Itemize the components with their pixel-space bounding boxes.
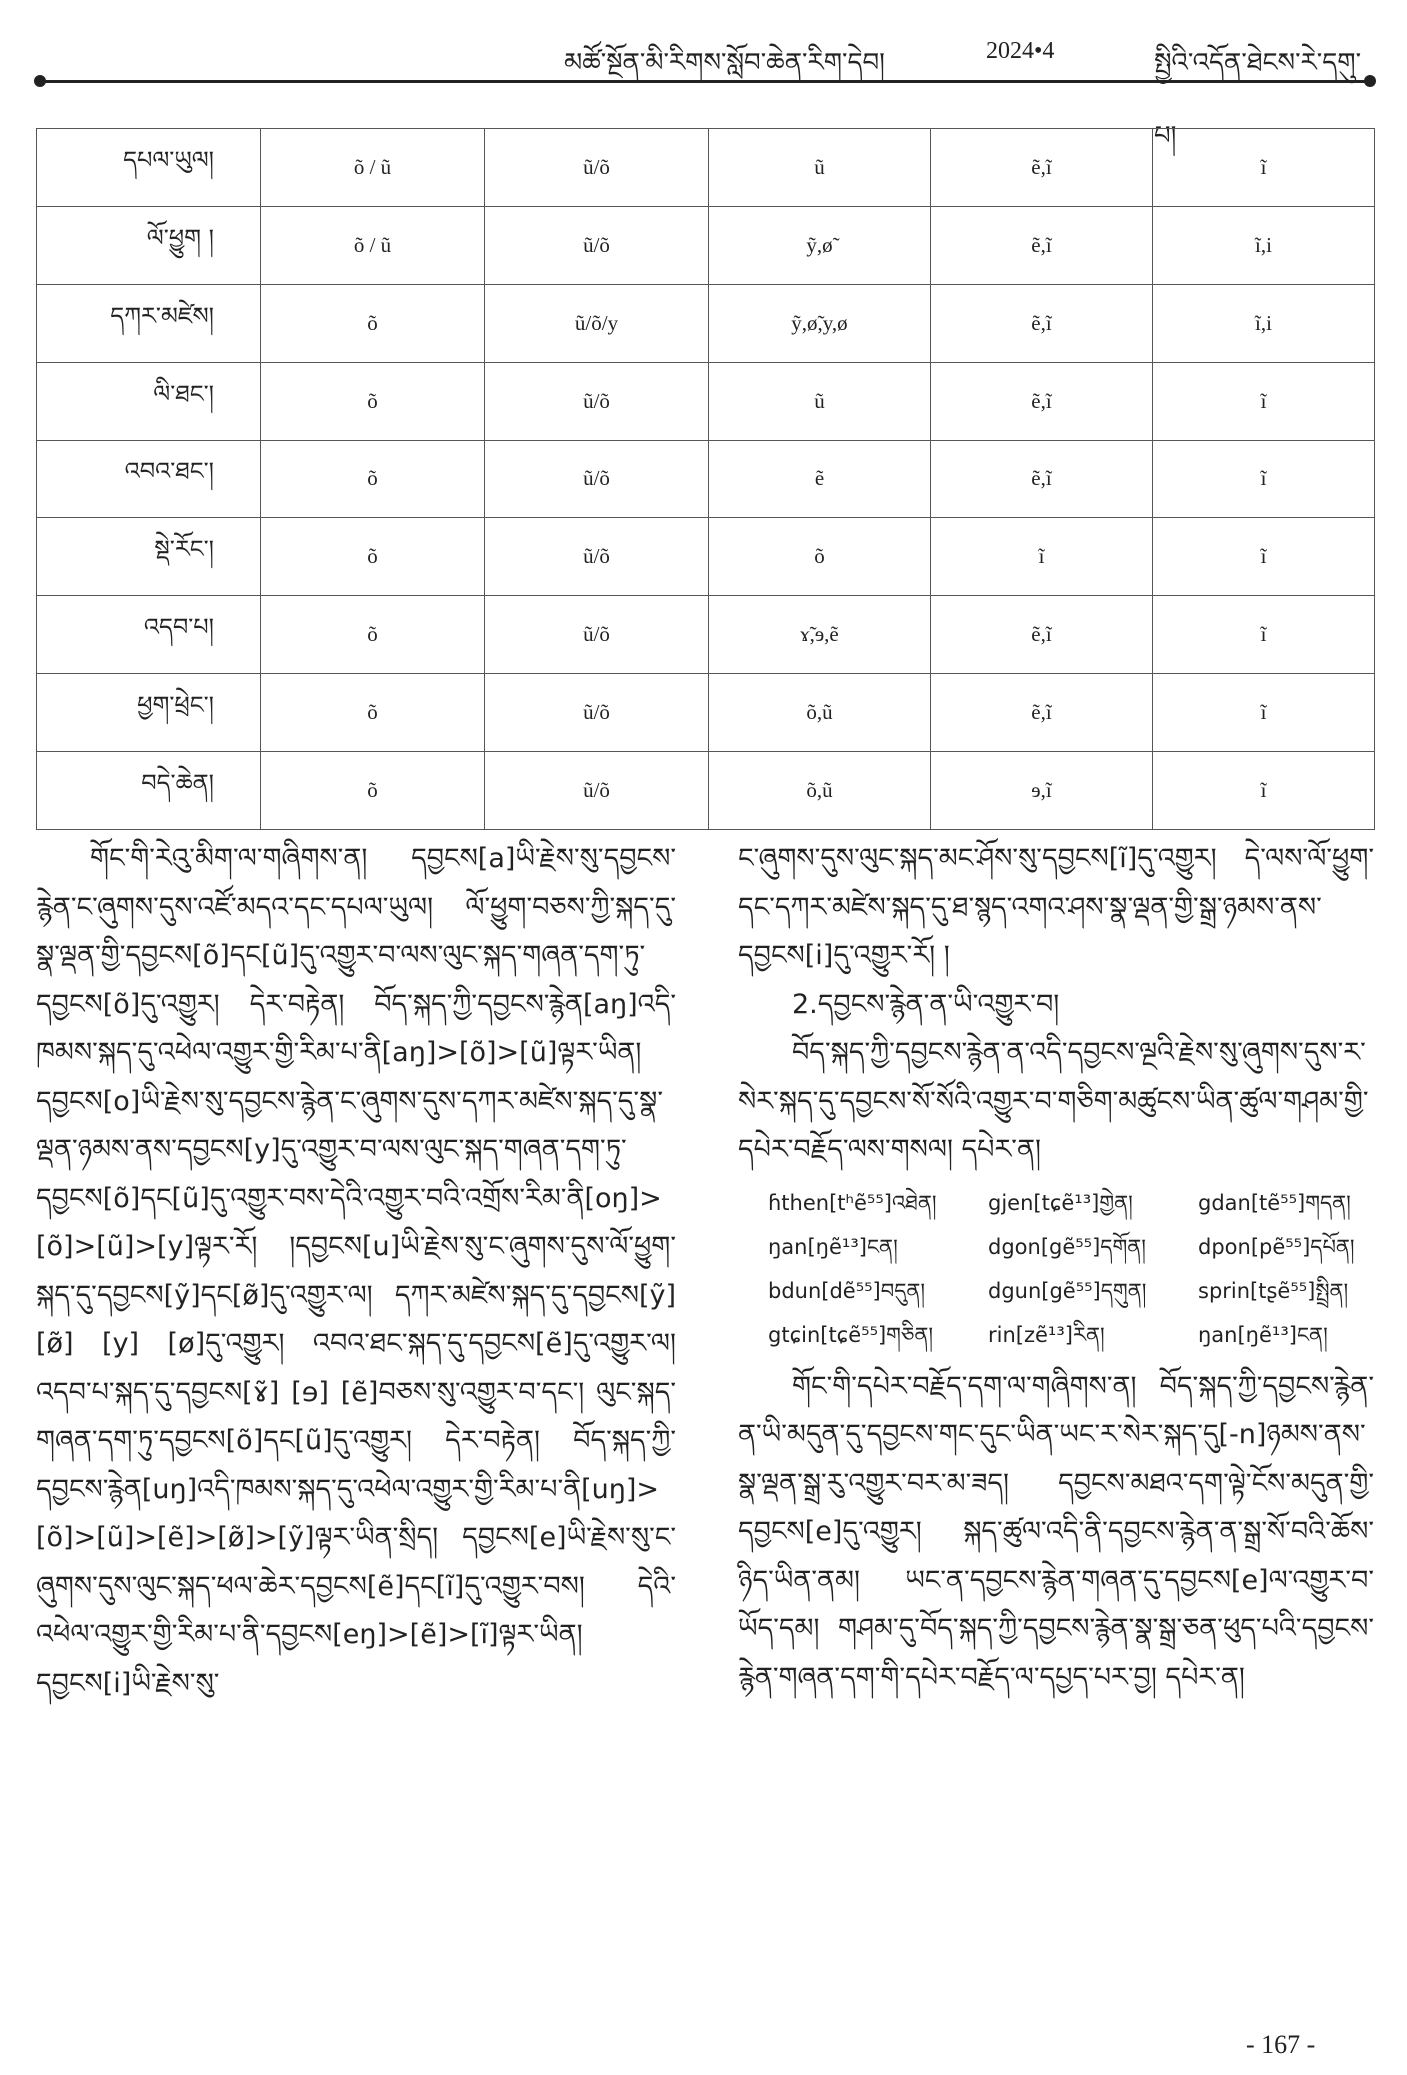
row-label: དཀར་མཛེས། <box>37 284 261 362</box>
example-item: gdan[tẽ⁵⁵]གདན། <box>1198 1190 1351 1215</box>
table-cell: ẽ,ĩ <box>931 284 1153 362</box>
table-cell: ũ/õ <box>485 206 709 284</box>
table-cell: ẽ,ĩ <box>931 206 1153 284</box>
table-cell: ĩ,i <box>1153 206 1375 284</box>
table-cell: ũ <box>709 129 931 207</box>
table-cell: ẽ,ĩ <box>931 129 1153 207</box>
article-series: སྤྱིའི་འདོན་ཐེངས་རེ་དགུ་པ། <box>1154 48 1362 151</box>
table-cell: ɘ,ĩ <box>931 752 1153 830</box>
row-label: ལི་ཐང་། <box>37 362 261 440</box>
row-label: ལོ་ཕྱུག ། <box>37 206 261 284</box>
table-cell: ĩ <box>1153 440 1375 518</box>
table-cell: ũ/õ <box>485 596 709 674</box>
table-cell: õ <box>261 518 485 596</box>
example-item: ɦthen[tʰẽ⁵⁵]འཐེན། <box>768 1190 937 1215</box>
vowel-nasal-table <box>36 128 1375 830</box>
table-cell: ũ/õ <box>485 518 709 596</box>
example-item: dgon[gẽ⁵⁵]དགོན། <box>988 1234 1146 1259</box>
row-label: འདབ་པ། <box>37 596 261 674</box>
paragraph: གོང་གི་དཔེར་བརྗོད་དག་ལ་གཞིགས་ན། བོད་སྐད་ཀྱི་དབྱངས་རྙེན་ན་ཡི་མདུན་དུ་དབྱངས་གང་དུང་ཡིན་ཡང་ར་སེར་སྐད་དུ[-n]ཉམས་ནས་སྣ་ལྡན་སྒྲ་རུ་འགྱུར་བར་མ་ཟད། དབྱངས་མཐའ་དག་ལྟེ་ངོས་མདུན་གྱི་དབྱངས[e]དུ་འགྱུར། སྐད་ཚུལ་འདི་ནི་དབྱངས་རྙེན་ན་སྒྲ་སོ་བའི་ཆོས་ཉིད་ཡིན་ནམ། ཡང་ན་དབྱངས་རྙེན་གཞན་དུ་དབྱངས[e]ལ་འགྱུར་བ་ཡོད་དམ། གཤམ་དུ་བོད་སྐད་ཀྱི་དབྱངས་རྙེན་སྣ་སྒྲ་ཅན་ཕུད་པའི་དབྱངས་རྙེན་གཞན་དག་གི་དཔེར་བརྗོད་ལ་དཔྱད་པར་བྱ། དཔེར་ན། <box>738 1370 1374 1693</box>
table-cell: ũ/õ/y <box>485 284 709 362</box>
right-column <box>738 835 1374 1702</box>
section-heading: 2.དབྱངས་རྙེན་ན་ཡི་འགྱུར་བ། <box>792 988 1060 1020</box>
row-label: བདེ་ཆེན། <box>37 752 261 830</box>
table-cell: ĩ <box>1153 674 1375 752</box>
table-cell: õ <box>261 440 485 518</box>
table-row <box>37 206 1375 284</box>
table-cell: ĩ <box>1153 596 1375 674</box>
example-item: ŋan[ŋẽ¹³]ངན། <box>1198 1322 1328 1347</box>
table-cell: õ <box>709 518 931 596</box>
table-cell: ĩ <box>1153 362 1375 440</box>
example-item: bdun[dẽ⁵⁵]བདུན། <box>768 1278 926 1303</box>
table-row <box>37 752 1375 830</box>
left-column <box>36 835 676 1708</box>
table-row <box>37 596 1375 674</box>
table-row <box>37 284 1375 362</box>
issue-number: 2024•4 <box>986 38 1055 64</box>
table-cell: ũ/õ <box>485 362 709 440</box>
table-cell: ĩ <box>1153 752 1375 830</box>
table-cell: ẽ,ĩ <box>931 674 1153 752</box>
table-cell: ũ <box>709 362 931 440</box>
table-cell: õ,ũ <box>709 752 931 830</box>
table-cell: õ <box>261 752 485 830</box>
table-cell: õ <box>261 284 485 362</box>
table-cell: ũ/õ <box>485 674 709 752</box>
table-cell: ẽ <box>709 440 931 518</box>
table-cell: õ / ũ <box>261 129 485 207</box>
example-item: sprin[tʂẽ⁵⁵]སྤྲིན། <box>1198 1278 1349 1303</box>
journal-title: མཚོ་སྔོན་མི་རིགས་སློབ་ཆེན་རིག་དེབ། <box>564 48 885 78</box>
example-item: gjen[tɕẽ¹³]གྱེན། <box>988 1190 1133 1215</box>
table-cell: õ,ũ <box>709 674 931 752</box>
table-cell: ẽ,ĩ <box>931 440 1153 518</box>
table-cell: õ <box>261 596 485 674</box>
table-cell: õ / ũ <box>261 206 485 284</box>
table-cell: õ <box>261 674 485 752</box>
table-cell: ỹ,ø̃,y,ø <box>709 284 931 362</box>
paragraph: གོང་གི་རེའུ་མིག་ལ་གཞིགས་ན། དབྱངས[a]ཡི་རྗེས་སུ་དབྱངས་རྙེན་ང་ཞུགས་དུས་འཛོ་མདའ་དང་དཔལ་ཡུལ། ལོ་ཕྱུག་བཅས་ཀྱི་སྐད་དུ་སྣ་ལྡན་གྱི་དབྱངས[õ]དང[ũ]དུ་འགྱུར་བ་ལས་ལུང་སྐད་གཞན་དག་ཏུ་དབྱངས[õ]དུ་འགྱུར། དེར་བརྟེན། བོད་སྐད་ཀྱི་དབྱངས་རྙེན[aŋ]འདི་ཁམས་སྐད་དུ་འཕེལ་འགྱུར་གྱི་རིམ་པ་ནི[aŋ]>[õ]>[ũ]ལྟར་ཡིན། དབྱངས[o]ཡི་རྗེས་སུ་དབྱངས་རྙེན་ང་ཞུགས་དུས་དཀར་མཛེས་སྐད་དུ་སྣ་ལྡན་ཉམས་ནས་དབྱངས[y]དུ་འགྱུར་བ་ལས་ལུང་སྐད་གཞན་དག་ཏུ་དབྱངས[õ]དང[ũ]དུ་འགྱུར་བས་དེའི་འགྱུར་བའི་འགྲོས་རིམ་ནི[oŋ]>[õ]>[ũ]>[y]ལྟར་རོ། །དབྱངས[u]ཡི་རྗེས་སུ་ང་ཞུགས་དུས་ལོ་ཕྱུག་སྐད་དུ་དབྱངས[ỹ]དང[ø̃]དུ་འགྱུར་ལ། དཀར་མཛེས་སྐད་དུ་དབྱངས[ỹ] [ø̃] [y] [ø]དུ་འགྱུར། འབའ་ཐང་སྐད་དུ་དབྱངས[ẽ]དུ་འགྱུར་ལ། འདབ་པ་སྐད་དུ་དབྱངས[ɤ̃] [ɘ] [ẽ]བཅས་སུ་འགྱུར་བ་དང་། ལུང་སྐད་གཞན་དག་ཏུ་དབྱངས[õ]དང[ũ]དུ་འགྱུར། དེར་བརྟེན། བོད་སྐད་ཀྱི་དབྱངས་རྙེན[uŋ]འདི་ཁམས་སྐད་དུ་འཕེལ་འགྱུར་གྱི་རིམ་པ་ནི[uŋ]>[õ]>[ũ]>[ẽ]>[ø̃]>[ỹ]ལྟར་ཡིན་སྲིད། དབྱངས[e]ཡི་རྗེས་སུ་ང་ཞུགས་དུས་ལུང་སྐད་ཕལ་ཆེར་དབྱངས[ẽ]དང[ĩ]དུ་འགྱུར་བས། དེའི་འཕེལ་འགྱུར་གྱི་རིམ་པ་ནི་དབྱངས[eŋ]>[ẽ]>[ĩ]ལྟར་ཡིན། དབྱངས[i]ཡི་རྗེས་སུ་ <box>36 843 676 1699</box>
paragraph: བོད་སྐད་ཀྱི་དབྱངས་རྙེན་ན་འདི་དབྱངས་ལྔའི་རྗེས་སུ་ཞུགས་དུས་ར་སེར་སྐད་དུ་དབྱངས་སོ་སོའི་འགྱུར་བ་གཅིག་མཚུངས་ཡིན་ཚུལ་གཤམ་གྱི་དཔེར་བརྗོད་ལས་གསལ། དཔེར་ན། <box>738 1037 1369 1165</box>
example-item: dpon[pẽ⁵⁵]དཔོན། <box>1198 1234 1355 1259</box>
table-row <box>37 674 1375 752</box>
table-row <box>37 362 1375 440</box>
table-cell: õ <box>261 362 485 440</box>
table-cell: ỹ,ø̃ <box>709 206 931 284</box>
table-cell: ĩ <box>1153 518 1375 596</box>
header-rule <box>40 80 1370 83</box>
example-list <box>768 1181 1374 1357</box>
example-item: gtɕin[tɕẽ⁵⁵]གཅིན། <box>768 1322 933 1347</box>
example-item: dgun[gẽ⁵⁵]དགུན། <box>988 1278 1147 1303</box>
table-cell: ẽ,ĩ <box>931 596 1153 674</box>
running-header <box>36 28 1374 151</box>
row-label: འབའ་ཐང་། <box>37 440 261 518</box>
table-cell: ɤ̃,ɘ,ẽ <box>709 596 931 674</box>
table-cell: ũ/õ <box>485 129 709 207</box>
row-label: ཕྱག་ཕྲེང་། <box>37 674 261 752</box>
rule-endpoint-right <box>1364 75 1376 87</box>
table-row <box>37 129 1375 207</box>
table-row <box>37 440 1375 518</box>
table-cell: ũ/õ <box>485 752 709 830</box>
table-cell: ũ/õ <box>485 440 709 518</box>
example-item: rin[zẽ¹³]རིན། <box>988 1322 1105 1347</box>
table-cell: ĩ <box>1153 129 1375 207</box>
table-cell: ĩ <box>931 518 1153 596</box>
paragraph: ང་ཞུགས་དུས་ལུང་སྐད་མང་ཤོས་སུ་དབྱངས[ĩ]དུ་འགྱུར། དེ་ལས་ལོ་ཕྱུག་དང་དཀར་མཛེས་སྐད་དུ་ཐ་སྙད་འགའ་ཤས་སྣ་ལྡན་གྱི་སྒྲ་ཉམས་ནས་དབྱངས[i]དུ་འགྱུར་རོ། ། <box>738 843 1374 971</box>
row-label: སྡེ་རོང་། <box>37 518 261 596</box>
page-number: - 167 - <box>1246 2030 1316 2059</box>
table-cell: ĩ,i <box>1153 284 1375 362</box>
table-row <box>37 518 1375 596</box>
example-item: ŋan[ŋẽ¹³]ངན། <box>768 1234 898 1259</box>
table-cell: ẽ,ĩ <box>931 362 1153 440</box>
row-label: དཔལ་ཡུལ། <box>37 129 261 207</box>
